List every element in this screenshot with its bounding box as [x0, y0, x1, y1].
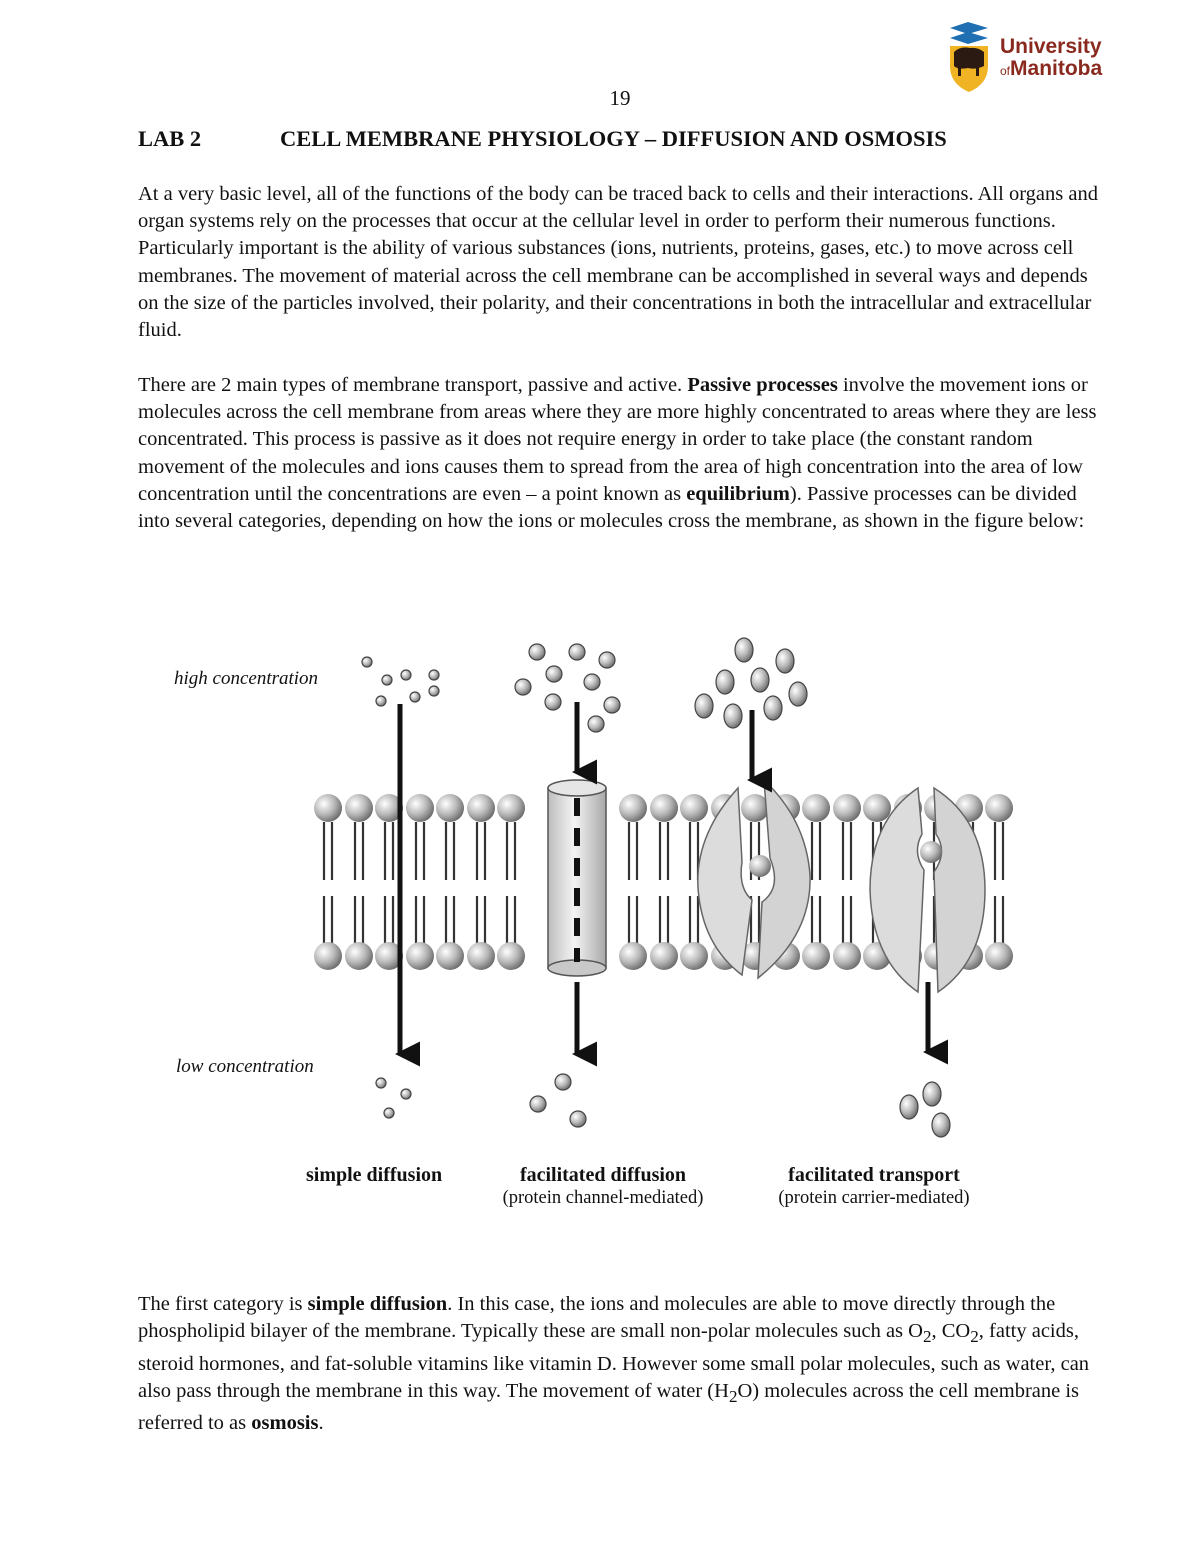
molecule	[584, 674, 600, 690]
phospholipid-head	[802, 794, 830, 822]
term-equilibrium: equilibrium	[686, 482, 790, 505]
logo-line-manitoba: ofManitoba	[1000, 57, 1103, 80]
phospholipid-head	[314, 942, 342, 970]
logo-line-university: University	[1000, 35, 1102, 58]
lab-title: CELL MEMBRANE PHYSIOLOGY – DIFFUSION AND OSMOSIS	[280, 126, 947, 151]
term-simple-diffusion: simple diffusion	[307, 1293, 448, 1315]
phospholipid-head	[314, 794, 342, 822]
phospholipid-head	[619, 794, 647, 822]
phospholipid-head	[497, 942, 525, 970]
university-logo	[944, 20, 1114, 94]
phospholipid-head	[619, 942, 647, 970]
phospholipid-head	[467, 942, 495, 970]
molecule	[376, 696, 386, 706]
term-osmosis: osmosis	[251, 1412, 319, 1434]
molecule	[569, 644, 585, 660]
page-title	[138, 126, 947, 152]
high-concentration-label: high concentration	[174, 668, 319, 689]
phospholipid-head	[985, 942, 1013, 970]
phospholipid-head	[406, 942, 434, 970]
molecule	[362, 657, 372, 667]
phospholipid-head	[680, 942, 708, 970]
phospholipid-head	[650, 942, 678, 970]
phospholipid-head	[680, 794, 708, 822]
molecule	[764, 696, 782, 720]
phospholipid-head	[497, 794, 525, 822]
molecule	[751, 668, 769, 692]
caption-simple-diffusion: simple diffusion	[306, 1164, 443, 1186]
molecule	[410, 692, 420, 702]
phospholipid-head	[833, 794, 861, 822]
molecule	[599, 652, 615, 668]
molecule	[716, 670, 734, 694]
simple-diffusion-paragraph: The first category is simple diffusion. In this case, the ions and molecules are able to move directly through the phospholipid bilayer of the membrane. Typically these are small non-polar molecules such as $O_2$, $CO_2$, fatty acids, steroid hormones, and fat-soluble vitamins like vitamin D. However some small polar molecules, such as water, can also pass through the membrane in this way. The movement of water $(H_2O)$ molecules across the cell membrane is referred to as osmosis.	[138, 1293, 1090, 1434]
membrane-diagram	[0, 620, 1200, 1160]
molecule	[384, 1108, 394, 1118]
phospholipid-head	[802, 942, 830, 970]
phospholipid-head	[985, 794, 1013, 822]
molecule	[546, 666, 562, 682]
molecule	[529, 644, 545, 660]
phospholipid-head	[650, 794, 678, 822]
molecule	[695, 694, 713, 718]
molecule	[588, 716, 604, 732]
protein-channel	[548, 780, 606, 976]
molecule	[515, 679, 531, 695]
molecule	[545, 694, 561, 710]
bison-shield-icon	[944, 20, 994, 94]
molecules	[362, 638, 950, 1137]
lab-number: LAB 2	[138, 126, 202, 151]
low-concentration-label: low concentration	[176, 1056, 314, 1077]
molecule	[776, 649, 794, 673]
caption-facilitated-transport: facilitated transport (protein carrier-mediated)	[778, 1164, 970, 1208]
phospholipid-head	[345, 942, 373, 970]
intro-paragraph: At a very basic level, all of the functions of the body can be traced back to cells and their interactions. All organs and organ systems rely on the processes that occur at the cellular level in order to perform their numerous functions. Particularly important is the ability of various substances (ions, nutrients, proteins, gases, etc.) to move across cell membranes. The movement of material across the cell membrane can be accomplished in several ways and depends on the size of the particles involved, their polarity, and their concentrations in both the intracellular and extracellular fluid.	[138, 183, 1098, 342]
phospholipid-head	[436, 794, 464, 822]
phospholipid-head	[345, 794, 373, 822]
molecule	[401, 670, 411, 680]
term-passive-processes: Passive processes	[687, 374, 838, 396]
phospholipid-head	[436, 942, 464, 970]
passive-transport-paragraph: There are 2 main types of membrane transport, passive and active. Passive processes involve the movement ions or molecules across the cell membrane from areas where they are more highly concentrated to areas where they are less concentrated. This process is passive as it does not require energy in order to take place (the constant random movement of the molecules and ions causes them to spread from the area of high concentration into the area of low concentration until the concentrations are even – a point known as equilibrium). Passive processes can be divided into several categories, depending on how the ions or molecules cross the membrane, as shown in the figure below:	[138, 374, 1097, 533]
phospholipid-head	[406, 794, 434, 822]
page-number: 19	[609, 86, 631, 110]
molecule	[923, 1082, 941, 1106]
molecule	[900, 1095, 918, 1119]
molecule	[530, 1096, 546, 1112]
molecule	[429, 670, 439, 680]
molecule	[789, 682, 807, 706]
phospholipid-head	[863, 794, 891, 822]
molecule	[382, 675, 392, 685]
molecule	[932, 1113, 950, 1137]
caption-facilitated-diffusion: facilitated diffusion (protein channel-mediated)	[502, 1164, 704, 1208]
molecule	[401, 1089, 411, 1099]
molecule	[429, 686, 439, 696]
phospholipid-head	[467, 794, 495, 822]
phospholipid-head	[833, 942, 861, 970]
membrane-transport-figure	[0, 620, 1200, 1240]
molecule	[570, 1111, 586, 1127]
molecule	[555, 1074, 571, 1090]
molecule	[376, 1078, 386, 1088]
molecule	[724, 704, 742, 728]
molecule	[735, 638, 753, 662]
molecule	[604, 697, 620, 713]
